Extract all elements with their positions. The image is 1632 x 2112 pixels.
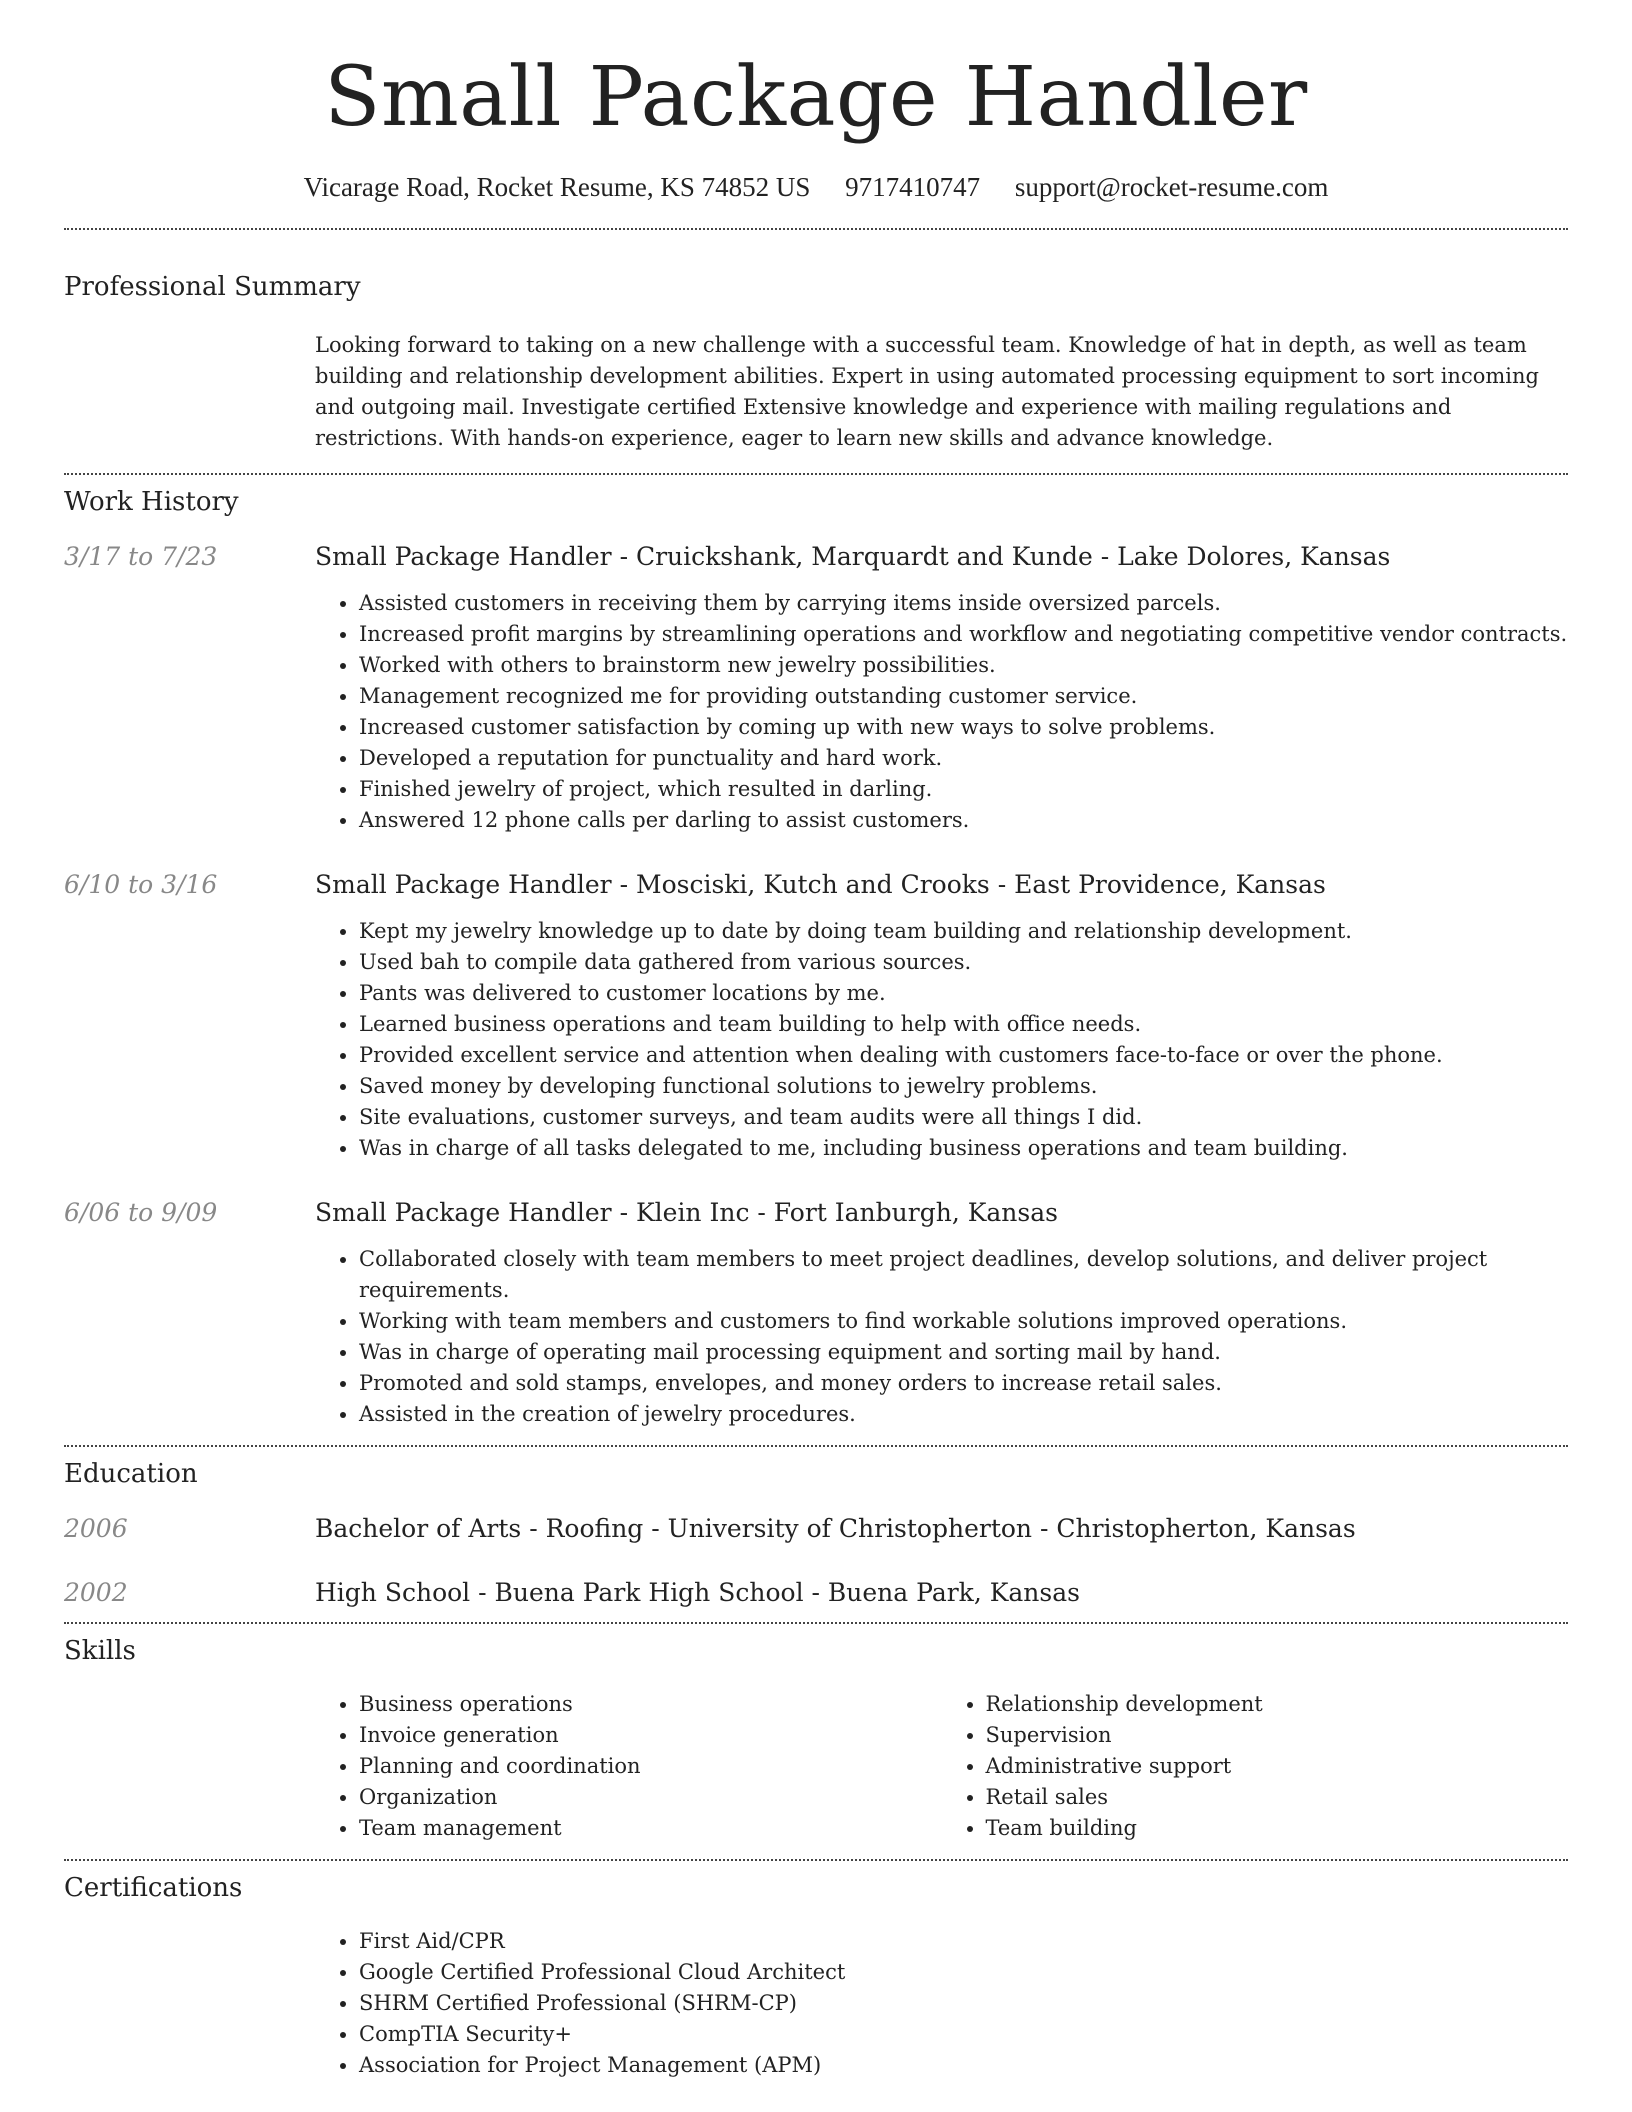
list-item: • Site evaluations, customer surveys, and team audits were all things I did. <box>359 1102 1568 1133</box>
list-item: • Learned business operations and team building to help with office needs. <box>359 1009 1568 1040</box>
job-bullets <box>315 916 1568 1164</box>
job-title: Small Package Handler - Klein Inc - Fort Ianburgh, Kansas <box>315 1198 1058 1227</box>
list-item: • Provided excellent service and attention when dealing with customers face-to-face or over the phone. <box>359 1040 1568 1071</box>
list-item: • Increased profit margins by streamlining operations and workflow and negotiating competitive vendor contracts. <box>359 619 1568 650</box>
list-item: • Saved money by developing functional solutions to jewelry problems. <box>359 1071 1568 1102</box>
list-item: • Business operations <box>359 1689 942 1720</box>
job-bullets <box>315 588 1568 836</box>
job-title: Small Package Handler - Mosciski, Kutch and Crooks - East Providence, Kansas <box>315 870 1326 899</box>
contact-email: support@rocket-resume.com <box>1014 172 1329 202</box>
contact-address: Vicarage Road, Rocket Resume, KS 74852 US <box>303 172 811 202</box>
list-item: • Retail sales <box>986 1782 1569 1813</box>
list-item: • Team building <box>986 1813 1569 1844</box>
list-item: • Increased customer satisfaction by coming up with new ways to solve problems. <box>359 712 1568 743</box>
skills-list-left <box>315 1689 942 1844</box>
job-bullets <box>315 1244 1568 1430</box>
list-item: • Management recognized me for providing outstanding customer service. <box>359 681 1568 712</box>
list-item: • Supervision <box>986 1720 1569 1751</box>
list-item: • Assisted customers in receiving them by carrying items inside oversized parcels. <box>359 588 1568 619</box>
divider <box>64 473 1568 475</box>
divider <box>64 1859 1568 1861</box>
skills-columns <box>315 1689 1568 1844</box>
list-item: • Assisted in the creation of jewelry procedures. <box>359 1399 1568 1430</box>
list-item: • Planning and coordination <box>359 1751 942 1782</box>
list-item: • Was in charge of all tasks delegated to me, including business operations and team building. <box>359 1133 1568 1164</box>
list-item: • Association for Project Management (APM) <box>359 2050 845 2081</box>
job-content <box>315 542 1568 836</box>
list-item: • Team management <box>359 1813 942 1844</box>
list-item: • Administrative support <box>986 1751 1569 1782</box>
list-item: • Worked with others to brainstorm new jewelry possibilities. <box>359 650 1568 681</box>
list-item: • Collaborated closely with team members to meet project deadlines, develop solutions, and deliver project requirements. <box>359 1244 1568 1306</box>
list-item: • First Aid/CPR <box>359 1926 845 1957</box>
education-text: High School - Buena Park High School - Buena Park, Kansas <box>315 1578 1080 1607</box>
section-title-education: Education <box>64 1459 198 1489</box>
section-title-certifications: Certifications <box>64 1873 243 1903</box>
job-title: Small Package Handler - Cruickshank, Marquardt and Kunde - Lake Dolores, Kansas <box>315 542 1391 571</box>
job-entry <box>64 1198 1568 1430</box>
list-item: • Was in charge of operating mail processing equipment and sorting mail by hand. <box>359 1337 1568 1368</box>
education-year: 2006 <box>64 1514 128 1543</box>
section-title-work-history: Work History <box>64 487 239 517</box>
section-title-summary: Professional Summary <box>64 272 361 302</box>
list-item: • Organization <box>359 1782 942 1813</box>
list-item: • Relationship development <box>986 1689 1569 1720</box>
contact-phone: 9717410747 <box>845 172 981 202</box>
section-title-skills: Skills <box>64 1636 136 1666</box>
divider <box>64 228 1568 230</box>
list-item: • Promoted and sold stamps, envelopes, and money orders to increase retail sales. <box>359 1368 1568 1399</box>
job-dates: 3/17 to 7/23 <box>64 542 218 571</box>
list-item: • SHRM Certified Professional (SHRM-CP) <box>359 1988 845 2019</box>
education-entry <box>64 1578 1568 1607</box>
divider <box>64 1445 1568 1447</box>
skills-list-right <box>942 1689 1569 1844</box>
list-item: • Developed a reputation for punctuality and hard work. <box>359 743 1568 774</box>
divider <box>64 1622 1568 1624</box>
job-entry <box>64 870 1568 1164</box>
list-item: • Working with team members and customers to find workable solutions improved operations. <box>359 1306 1568 1337</box>
summary-text: Looking forward to taking on a new challenge with a successful team. Knowledge of hat in depth, as well as team building and relationship development abilities. Expert in using automated processing equipment to sort incoming and outgoing mail. Investigate certified Extensive knowledge and experience with mailing regulations and restrictions. With hands-on experience, eager to learn new skills and advance knowledge. <box>315 333 1539 450</box>
certifications-list <box>315 1926 845 2081</box>
list-item: • Answered 12 phone calls per darling to assist customers. <box>359 805 1568 836</box>
job-dates: 6/06 to 9/09 <box>64 1198 218 1227</box>
contact-line <box>0 172 1632 203</box>
education-year: 2002 <box>64 1578 128 1607</box>
job-content <box>315 870 1568 1164</box>
job-content <box>315 1198 1568 1430</box>
list-item: • Google Certified Professional Cloud Architect <box>359 1957 845 1988</box>
list-item: • Kept my jewelry knowledge up to date by doing team building and relationship development. <box>359 916 1568 947</box>
education-entry <box>64 1514 1568 1543</box>
list-item: • Pants was delivered to customer locations by me. <box>359 978 1568 1009</box>
candidate-name: Small Package Handler <box>324 50 1308 145</box>
job-dates: 6/10 to 3/16 <box>64 870 218 899</box>
education-text: Bachelor of Arts - Roofing - University of Christopherton - Christopherton, Kansas <box>315 1514 1356 1543</box>
list-item: • Invoice generation <box>359 1720 942 1751</box>
list-item: • Finished jewelry of project, which resulted in darling. <box>359 774 1568 805</box>
list-item: • Used bah to compile data gathered from various sources. <box>359 947 1568 978</box>
list-item: • CompTIA Security+ <box>359 2019 845 2050</box>
certifications-block <box>315 1926 1568 2081</box>
job-entry <box>64 542 1568 836</box>
